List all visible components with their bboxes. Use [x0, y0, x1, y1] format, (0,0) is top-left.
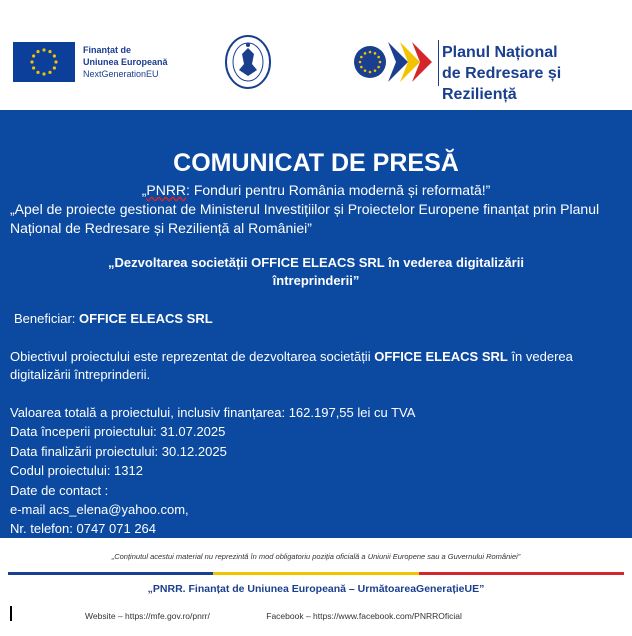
detail-line: Date de contact : [10, 482, 109, 498]
press-release-body [0, 110, 632, 538]
detail-line: Data începerii proiectului: 31.07.2025 [10, 424, 226, 440]
footer-slogan: „PNRR. Finanțat de Uniunea Europeană – UrmătoareaGenerațieUE” [147, 583, 485, 595]
pnrr-slogan: „PNRR: Fonduri pentru România modernă și reformată!” [141, 182, 491, 198]
detail-line: Valoarea totală a proiectului, inclusiv finanțarea: 162.197,55 lei cu TVA [10, 405, 416, 420]
project-details [10, 403, 415, 539]
beneficiary: Beneficiar: OFFICE ELEACS SRL [14, 311, 213, 326]
detail-line: Nr. telefon: 0747 071 264 [10, 521, 157, 537]
disclaimer: „Conținutul acestui material nu reprezintă în mod obligatoriu poziția oficială a Uniunii Europene sau a Guvernului României” [111, 552, 521, 561]
detail-line: e-mail acs_elena@yahoo.com, [10, 502, 189, 518]
detail-line: Codul proiectului: 1312 [10, 463, 143, 479]
project-title: „Dezvoltarea societății OFFICE ELEACS SRL în vederea digitalizării întreprinderii” [108, 255, 524, 288]
website-link[interactable]: Website – https://mfe.gov.ro/pnrr/ [85, 611, 210, 621]
pnrr-logo-text: Planul Național de Redresare și Reziliență [442, 44, 562, 103]
text-cursor [10, 606, 12, 621]
guvernul-romaniei-seal-icon [224, 34, 272, 90]
pnrr-divider [438, 40, 439, 86]
footer-links [85, 611, 516, 621]
eu-funding-text: Finanțat de Uniunea Europeană NextGenerationEU [83, 45, 168, 79]
tricolor-stripe [8, 572, 624, 575]
header-logos [0, 0, 632, 110]
eu-flag-icon [13, 42, 75, 82]
facebook-link[interactable]: Facebook – https://www.facebook.com/PNRROficial [266, 611, 462, 621]
pnrr-logo-icon [352, 36, 436, 88]
pnrr-word: PNRR [146, 182, 187, 198]
page-title: COMUNICAT DE PRESĂ [173, 149, 459, 177]
call-description: „Apel de proiecte gestionat de Ministerul Investițiilor și Proiectelor Europene finanțat prin Planul Național de Redresare și Reziliență al României” [10, 201, 600, 236]
detail-line: Data finalizării proiectului: 30.12.2025 [10, 443, 227, 459]
project-objective: Obiectivul proiectului este reprezentat de dezvoltarea societății OFFICE ELEACS SRL în vederea digitalizării întreprinderii. [10, 349, 573, 382]
